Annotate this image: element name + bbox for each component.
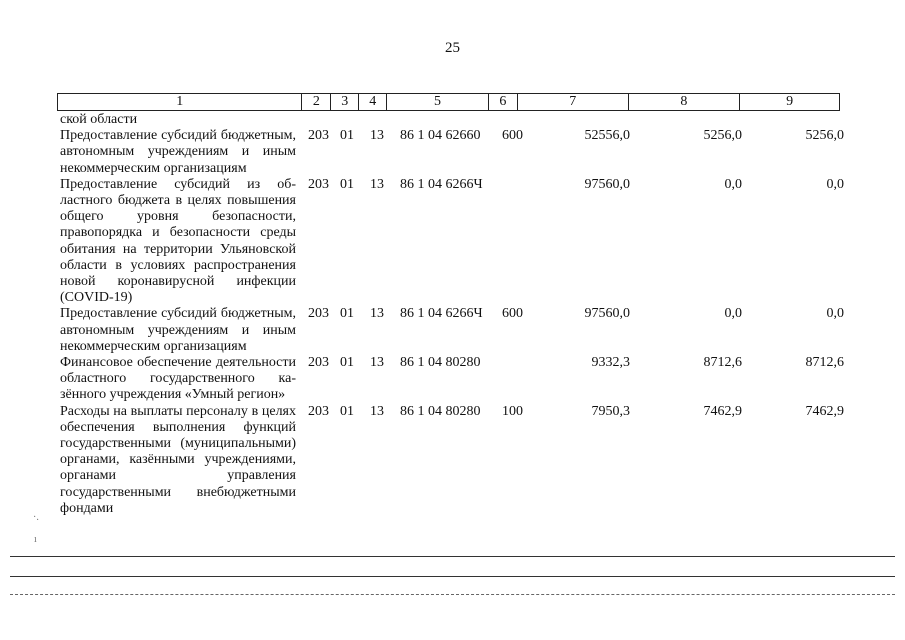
header-col-8: 8: [629, 94, 741, 110]
header-col-3: 3: [331, 94, 359, 110]
scan-line: [10, 594, 895, 595]
row-value-8: 8712,6: [703, 355, 742, 371]
table-row: [60, 112, 860, 128]
row-code-4: 13: [370, 306, 384, 322]
scan-line: [10, 556, 895, 557]
row-value-8: 0,0: [724, 176, 742, 192]
row-code-5: 86 1 04 6266Ч: [400, 176, 483, 192]
row-value-9: 0,0: [826, 176, 844, 192]
row-code-2: 203: [308, 403, 329, 419]
scan-speck: ı: [34, 534, 37, 545]
header-col-4: 4: [359, 94, 387, 110]
row-code-4: 13: [370, 176, 384, 192]
row-code-3: 01: [340, 403, 354, 419]
row-code-4: 13: [370, 355, 384, 371]
row-code-5: 86 1 04 62660: [400, 128, 481, 144]
row-value-7: 52556,0: [584, 128, 630, 144]
header-col-1: 1: [58, 94, 302, 110]
row-value-9: 5256,0: [805, 128, 844, 144]
table-row: [60, 128, 860, 177]
row-code-3: 01: [340, 176, 354, 192]
header-col-5: 5: [387, 94, 489, 110]
table-row: [60, 177, 860, 307]
row-value-9: 8712,6: [805, 355, 844, 371]
row-name: Предоставление субсидий бюджетным, автономным учреждениям и иным некоммерческим организациям: [60, 306, 296, 354]
row-value-7: 9332,3: [591, 355, 630, 371]
table-body: [60, 112, 860, 517]
row-value-7: 97560,0: [584, 176, 630, 192]
row-code-5: 86 1 04 80280: [400, 403, 481, 419]
row-value-8: 7462,9: [703, 403, 742, 419]
row-code-4: 13: [370, 403, 384, 419]
row-value-8: 0,0: [724, 306, 742, 322]
row-code-2: 203: [308, 128, 329, 144]
row-value-8: 5256,0: [703, 128, 742, 144]
row-code-3: 01: [340, 355, 354, 371]
row-code-5: 86 1 04 6266Ч: [400, 306, 483, 322]
page-number: 25: [445, 40, 460, 56]
row-value-7: 97560,0: [584, 306, 630, 322]
row-code-6: 600: [502, 306, 523, 322]
table-row: [60, 404, 860, 517]
row-name: Расходы на выплаты персоналу в целях обеспечения выполнения функций государственными (муниципальными) органами, казёнными учреждениями, органами управления государственными внебюджетными фондами: [60, 403, 296, 516]
row-code-6: 100: [502, 403, 523, 419]
row-code-2: 203: [308, 355, 329, 371]
scan-speck: ·.: [33, 512, 39, 523]
row-code-2: 203: [308, 306, 329, 322]
row-code-2: 203: [308, 176, 329, 192]
row-value-9: 7462,9: [805, 403, 844, 419]
table-header: [57, 93, 840, 111]
table-row: [60, 306, 860, 355]
row-code-6: 600: [502, 128, 523, 144]
row-code-4: 13: [370, 128, 384, 144]
row-code-5: 86 1 04 80280: [400, 355, 481, 371]
row-code-3: 01: [340, 306, 354, 322]
row-name: Предоставление субсидий бюджетным, автономным учреждениям и иным некоммерческим организациям: [60, 128, 296, 176]
table-row: [60, 355, 860, 404]
header-col-9: 9: [786, 94, 794, 109]
row-code-3: 01: [340, 128, 354, 144]
row-name: Финансовое обеспечение деятельности областного государственного казённого учреждения «Умный регион»: [60, 355, 296, 403]
scan-line: [10, 576, 895, 577]
row-name: Предоставление субсидий из областного бюджета в целях повышения общего уровня безопасности, правопорядка и безопасности среды обитания на территории Ульяновской области в условиях распространения новой коронавирусной инфекции (COVID-19): [60, 176, 296, 306]
header-col-7: 7: [518, 94, 629, 110]
row-value-7: 7950,3: [591, 403, 630, 419]
row-value-9: 0,0: [826, 306, 844, 322]
header-col-2: 2: [302, 94, 331, 110]
header-col-6: 6: [489, 94, 518, 110]
row-name: ской области: [60, 112, 138, 127]
